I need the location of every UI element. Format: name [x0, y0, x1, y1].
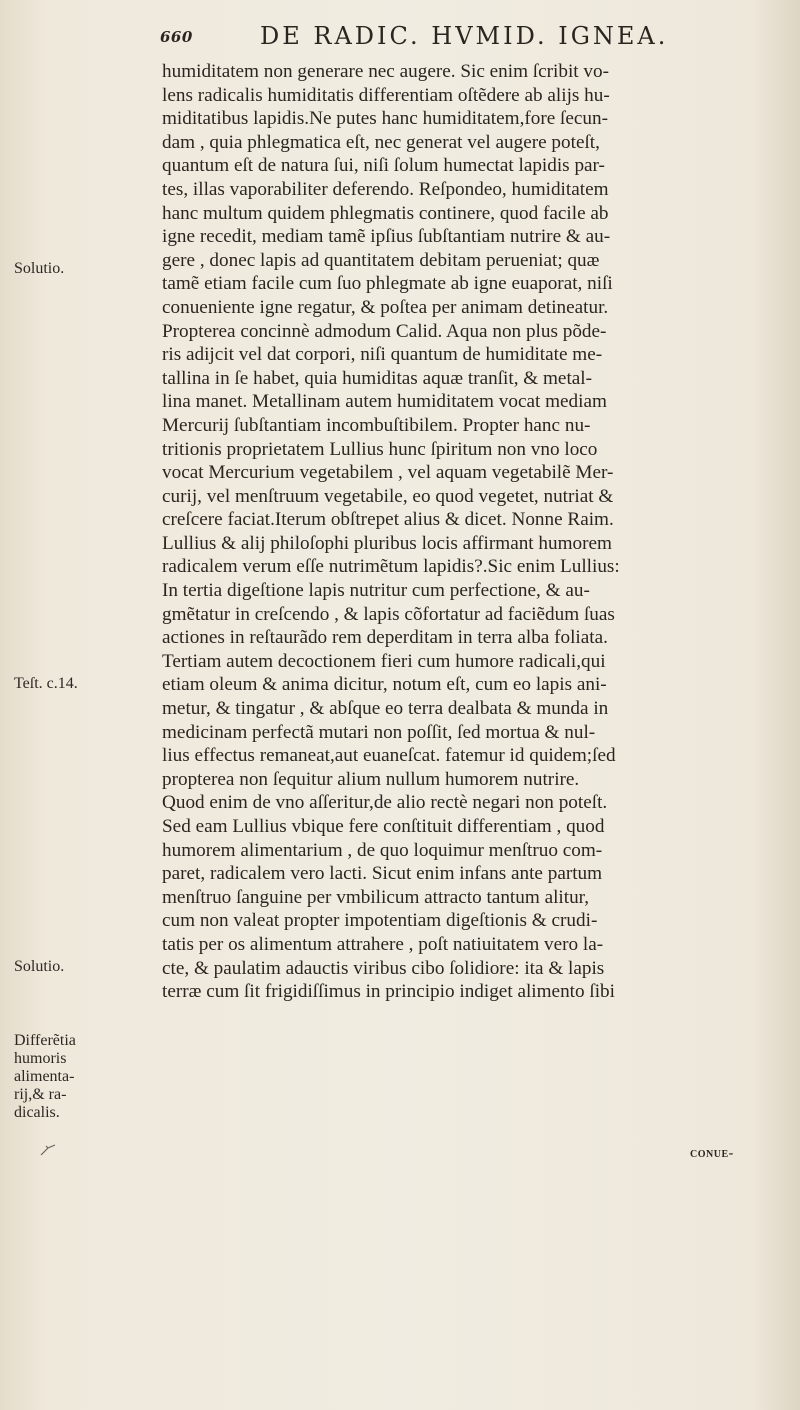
text-line: radicalem verum eſſe nutrimẽtum lapidis?.Sic enim Lullius:: [162, 556, 620, 578]
body-text: [162, 60, 772, 1004]
text-line: humiditatem non generare nec augere. Sic enim ſcribit vo-: [162, 61, 610, 82]
text-line: menſtruo ſanguine per vmbilicum attracto tantum alitur,: [162, 886, 590, 908]
printer-mark-icon: [40, 1144, 56, 1156]
text-line: dam , quia phlegmatica eſt, nec generat vel augere poteſt,: [162, 131, 600, 153]
margin-note-solutio-second: [14, 958, 154, 976]
text-line: tritionis proprietatem Lullius hunc ſpiritum non vno loco: [162, 438, 598, 460]
margin-note-line: Teſt. c.14.: [14, 675, 78, 692]
catchword: conue-: [690, 1146, 734, 1161]
text-line: creſcere faciat.Iterum obſtrepet alius & dicet. Nonne Raim.: [162, 509, 614, 531]
text-line: Mercurij ſubſtantiam incombuſtibilem. Propter hanc nu-: [162, 414, 591, 436]
text-line: igne recedit, mediam tamẽ ipſius ſubſtantiam nutrire & au-: [162, 226, 611, 248]
margin-note-differentia: [14, 1032, 154, 1122]
text-line: quantum eſt de natura ſui, niſi ſolum humectat lapidis par-: [162, 155, 605, 177]
text-line: tamẽ etiam facile cum ſuo phlegmate ab igne euaporat, niſi: [162, 273, 613, 295]
text-line: lina manet. Metallinam autem humiditatem vocat mediam: [162, 391, 607, 413]
text-line: Tertiam autem decoctionem fieri cum humore radicali,qui: [162, 650, 606, 672]
margin-note-line: humoris: [14, 1050, 67, 1067]
text-line: metur, & tingatur , & abſque eo terra dealbata & munda in: [162, 698, 609, 720]
text-line: cum non valeat propter impotentiam digeſtionis & crudi-: [162, 910, 598, 932]
text-line: lens radicalis humiditatis differentiam oſtẽdere ab alijs hu-: [162, 84, 610, 106]
text-line: Sed eam Lullius vbique fere conſtituit differentiam , quod: [162, 816, 605, 837]
text-line: actiones in reſtaurãdo rem deperditam in terra alba foliata.: [162, 627, 608, 649]
text-line: Propterea concinnè admodum Calid. Aqua non plus põde-: [162, 320, 607, 342]
margin-note-line: Solutio.: [14, 958, 65, 975]
page-header: [160, 22, 720, 58]
margin-note-solutio: [14, 260, 154, 278]
text-line: etiam oleum & anima dicitur, notum eſt, cum eo lapis ani-: [162, 674, 607, 696]
text-line: humorem alimentarium , de quo loquimur menſtruo com-: [162, 839, 603, 861]
text-line: gere , donec lapis ad quantitatem debitam perueniat; quæ: [162, 249, 600, 271]
text-line: hanc multum quidem phlegmatis continere, quod facile ab: [162, 202, 609, 224]
text-line: vocat Mercurium vegetabilem , vel aquam vegetabilẽ Mer-: [162, 462, 614, 484]
margin-note-line: dicalis.: [14, 1104, 60, 1121]
text-line: lius effectus remaneat,aut euaneſcat. fatemur id quidem;ſed: [162, 745, 616, 767]
running-head: DE RADIC. HVMID. IGNEA.: [260, 22, 669, 50]
margin-note-line: alimenta-: [14, 1068, 75, 1085]
margin-note-line: Differẽtia: [14, 1032, 76, 1049]
text-line: tallina in ſe habet, quia humiditas aquæ tranſit, & metal-: [162, 367, 593, 389]
text-line: Quod enim de vno aſſeritur,de alio rectè negari non poteſt.: [162, 792, 608, 814]
text-line: curij, vel menſtruum vegetabile, eo quod vegetet, nutriat &: [162, 485, 614, 507]
text-line: propterea non ſequitur alium nullum humorem nutrire.: [162, 768, 580, 790]
text-line: tatis per os alimentum attrahere , poſt natiuitatem vero la-: [162, 933, 604, 955]
text-line: cte, & paulatim adauctis viribus cibo ſolidiore: ita & lapis: [162, 957, 605, 979]
text-line: gmẽtatur in creſcendo , & lapis cõfortatur ad faciẽdum ſuas: [162, 603, 615, 625]
margin-note-line: rij,& ra-: [14, 1086, 67, 1103]
page-number: 660: [160, 28, 193, 46]
text-line: paret, radicalem vero lacti. Sicut enim infans ante partum: [162, 863, 603, 885]
text-line: medicinam perfectã mutari non poſſit, ſed mortua & nul-: [162, 721, 596, 743]
text-line: miditatibus lapidis.Ne putes hanc humiditatem,fore ſecun-: [162, 108, 608, 130]
text-line: tes, illas vaporabiliter deferendo. Reſpondeo, humiditatem: [162, 178, 609, 200]
margin-note-line: Solutio.: [14, 260, 65, 277]
text-line: Lullius & alij philoſophi pluribus locis affirmant humorem: [162, 532, 612, 554]
margin-note-testimonium: [14, 675, 154, 693]
text-line: terræ cum ſit frigidiſſimus in principio indiget alimento ſibi: [162, 981, 615, 1003]
text-line: conueniente igne regatur, & poſtea per animam detineatur.: [162, 296, 609, 318]
text-line: ris adijcit vel dat corpori, niſi quantum de humiditate me-: [162, 344, 603, 366]
text-line: In tertia digeſtione lapis nutritur cum perfectione, & au-: [162, 580, 590, 602]
